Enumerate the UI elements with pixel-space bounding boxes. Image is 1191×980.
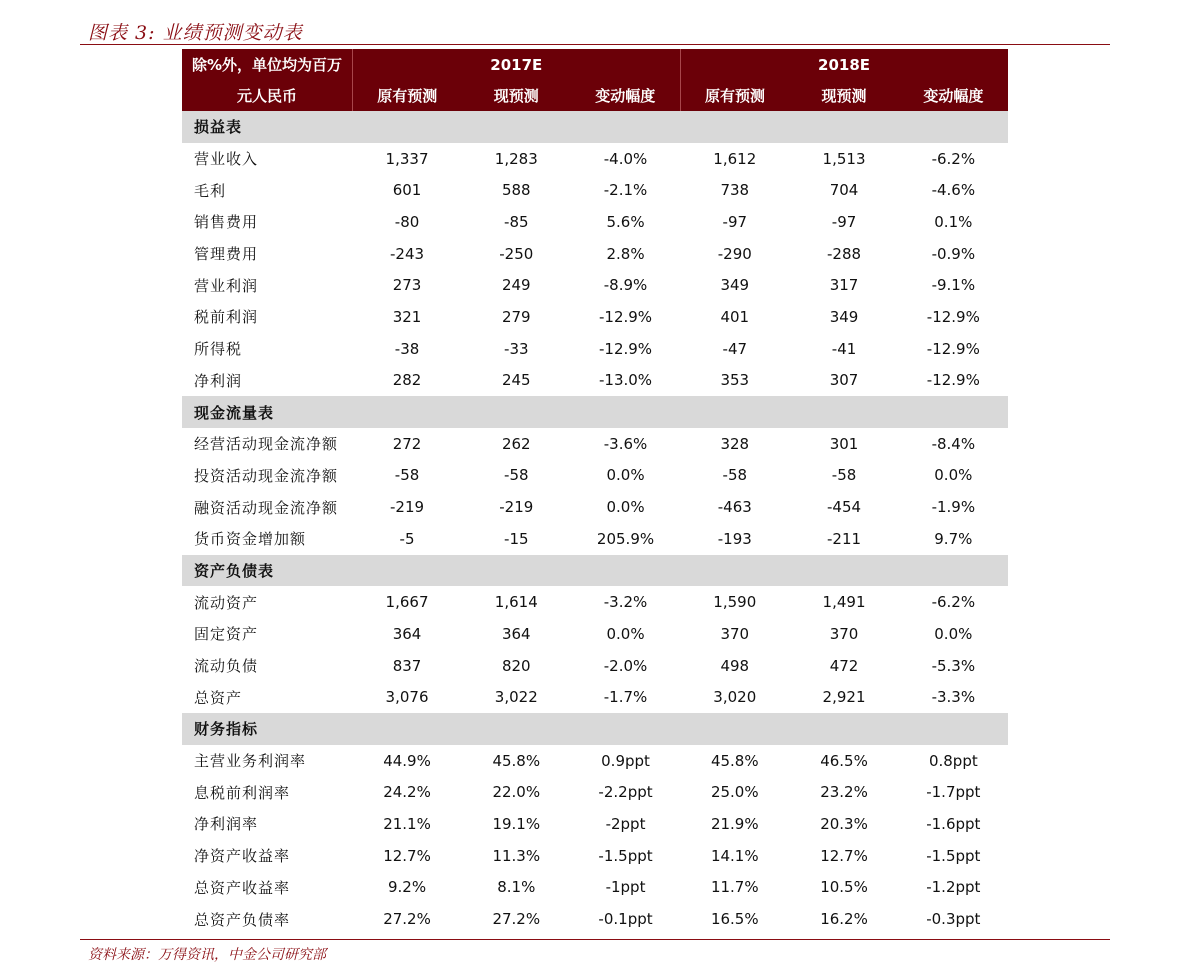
table-cell: 11.3%	[492, 846, 541, 865]
table-cell: 45.8%	[710, 751, 759, 770]
corner-header-line1: 除%外，单位均为百万	[182, 49, 352, 80]
table-row	[182, 269, 1008, 301]
source-note: 资料来源：万得资讯，中金公司研究部	[88, 947, 326, 963]
table-cell: -193	[717, 529, 752, 548]
table-cell: 0.9ppt	[601, 751, 650, 770]
table-cell: -243	[390, 244, 425, 263]
row-label: 销售费用	[194, 213, 259, 232]
table-cell: -288	[827, 244, 862, 263]
row-label: 毛利	[194, 181, 227, 200]
row-label: 融资活动现金流净额	[194, 498, 339, 517]
table-cell: 588	[501, 181, 531, 200]
row-label: 总资产负债率	[194, 910, 291, 929]
table-cell: 45.8%	[492, 751, 541, 770]
table-body	[182, 111, 1008, 935]
table-cell: -1.7%	[603, 688, 648, 707]
row-label: 营业利润	[194, 276, 259, 295]
table-cell: 249	[501, 276, 531, 295]
table-cell: -3.6%	[603, 434, 648, 453]
section-header-row	[182, 555, 1008, 587]
table-cell: 14.1%	[710, 846, 759, 865]
table-cell: 10.5%	[820, 878, 868, 897]
table-cell: 472	[829, 656, 859, 675]
table-cell: -2.0%	[603, 656, 648, 675]
table-cell: -2ppt	[605, 814, 646, 833]
table-cell: 21.1%	[383, 814, 431, 833]
table-cell: -80	[394, 212, 420, 231]
table-cell: 370	[829, 624, 859, 643]
table-cell: 349	[720, 276, 750, 295]
column-header: 原有预测	[680, 80, 789, 111]
section-title: 现金流量表	[182, 396, 1008, 428]
table-cell: 0.0%	[606, 498, 645, 517]
row-label: 货币资金增加额	[194, 530, 307, 549]
table-cell: -1.7ppt	[926, 783, 981, 802]
table-row	[182, 365, 1008, 397]
table-cell: 1,283	[494, 149, 538, 168]
table-cell: -463	[717, 498, 752, 517]
section-header-row	[182, 713, 1008, 745]
table-cell: 5.6%	[606, 212, 645, 231]
table-cell: 1,614	[494, 593, 538, 612]
table-cell: -0.1ppt	[598, 910, 653, 929]
row-label: 投资活动现金流净额	[194, 466, 339, 485]
table-cell: 401	[720, 307, 750, 326]
table-cell: -8.9%	[603, 276, 648, 295]
table-row	[182, 301, 1008, 333]
table-row	[182, 903, 1008, 935]
table-cell: 16.5%	[710, 910, 759, 929]
table-cell: -6.2%	[931, 593, 976, 612]
column-header: 现预测	[789, 80, 898, 111]
bottom-divider	[80, 939, 1110, 940]
row-label: 经营活动现金流净额	[194, 435, 339, 454]
table-cell: -97	[722, 212, 748, 231]
table-cell: 245	[501, 371, 531, 390]
section-title: 资产负债表	[182, 555, 1008, 587]
table-cell: 9.2%	[387, 878, 427, 897]
table-cell: 0.0%	[934, 466, 973, 485]
table-cell: 820	[501, 656, 531, 675]
table-cell: 0.0%	[606, 624, 645, 643]
section-header-row	[182, 111, 1008, 143]
table-cell: 0.0%	[606, 466, 645, 485]
table-cell: 1,590	[713, 593, 757, 612]
table-cell: -211	[827, 529, 862, 548]
table-row	[182, 650, 1008, 682]
table-cell: 301	[829, 434, 859, 453]
table-cell: 262	[501, 434, 531, 453]
table-cell: 16.2%	[820, 910, 868, 929]
header-spacer	[571, 49, 680, 80]
table-cell: 601	[392, 181, 422, 200]
table-cell: -12.9%	[598, 339, 653, 358]
header-row-columns	[182, 80, 1008, 111]
table-cell: 364	[501, 624, 531, 643]
header-row-years	[182, 49, 1008, 80]
table-cell: -1.9%	[931, 498, 976, 517]
table-cell: 27.2%	[492, 910, 541, 929]
table-cell: 27.2%	[383, 910, 431, 929]
table-cell: 19.1%	[492, 814, 541, 833]
table-cell: 44.9%	[383, 751, 431, 770]
table-cell: 273	[392, 276, 422, 295]
row-label: 管理费用	[194, 245, 259, 264]
table-cell: 23.2%	[820, 783, 868, 802]
table-cell: -1.5ppt	[926, 846, 981, 865]
figure-title: 图表 3: 业绩预测变动表	[88, 22, 303, 44]
row-label: 营业收入	[194, 150, 259, 169]
table-cell: 2.8%	[606, 244, 645, 263]
header-spacer	[352, 49, 461, 80]
row-label: 息税前利润率	[194, 783, 291, 802]
table-cell: -250	[499, 244, 534, 263]
table-cell: -47	[722, 339, 748, 358]
row-label: 净资产收益率	[194, 847, 291, 866]
section-header-row	[182, 396, 1008, 428]
table-row	[182, 681, 1008, 713]
table-row	[182, 143, 1008, 175]
table-cell: 3,076	[385, 688, 429, 707]
table-cell: 25.0%	[710, 783, 759, 802]
table-cell: -1ppt	[605, 878, 646, 897]
row-label: 流动负债	[194, 657, 259, 676]
table-cell: -5	[399, 529, 415, 548]
table-cell: -12.9%	[926, 339, 980, 358]
table-row	[182, 238, 1008, 270]
column-header: 变动幅度	[899, 80, 1008, 111]
table-cell: -1.6ppt	[926, 814, 981, 833]
row-label: 总资产收益率	[194, 878, 291, 897]
table-cell: 1,337	[385, 149, 429, 168]
table-cell: -8.4%	[931, 434, 976, 453]
table-cell: 1,491	[822, 593, 866, 612]
table-cell: 738	[720, 181, 750, 200]
row-label: 总资产	[194, 688, 243, 707]
table-cell: -5.3%	[931, 656, 976, 675]
table-cell: 307	[829, 371, 859, 390]
table-cell: -219	[499, 498, 534, 517]
table-cell: 3,022	[494, 688, 538, 707]
table-cell: -12.9%	[926, 371, 980, 390]
table-cell: -58	[394, 466, 420, 485]
header-spacer	[899, 49, 1008, 80]
table-cell: 1,667	[385, 593, 429, 612]
column-header: 变动幅度	[571, 80, 680, 111]
table-cell: 704	[829, 181, 859, 200]
table-cell: 364	[392, 624, 422, 643]
year-header-2018: 2018E	[789, 49, 898, 80]
table-row	[182, 174, 1008, 206]
table-row	[182, 206, 1008, 238]
table-row	[182, 808, 1008, 840]
table-cell: -454	[827, 498, 862, 517]
table-cell: -97	[831, 212, 857, 231]
table-cell: 12.7%	[383, 846, 431, 865]
table-cell: 0.1%	[934, 212, 973, 231]
table-cell: 317	[829, 276, 859, 295]
table-cell: -38	[394, 339, 420, 358]
table-cell: 328	[720, 434, 750, 453]
table-row	[182, 523, 1008, 555]
table-cell: 279	[501, 307, 531, 326]
table-cell: 498	[720, 656, 750, 675]
table-cell: -219	[390, 498, 425, 517]
table-cell: 11.7%	[710, 878, 759, 897]
table-cell: 24.2%	[383, 783, 431, 802]
table-cell: -4.0%	[603, 149, 648, 168]
table-cell: 353	[720, 371, 750, 390]
table-cell: -3.2%	[603, 593, 648, 612]
table-row	[182, 840, 1008, 872]
table-row	[182, 745, 1008, 777]
table-cell: -0.9%	[931, 244, 976, 263]
section-title: 损益表	[182, 111, 1008, 143]
table-cell: -9.1%	[931, 276, 976, 295]
table-cell: -13.0%	[598, 371, 653, 390]
year-header-2017: 2017E	[462, 49, 571, 80]
table-cell: 349	[829, 307, 859, 326]
table-cell: 12.7%	[820, 846, 868, 865]
top-divider	[80, 44, 1110, 45]
table-cell: -0.3ppt	[926, 910, 981, 929]
row-label: 主营业务利润率	[194, 752, 307, 771]
row-label: 流动资产	[194, 593, 259, 612]
table-cell: -12.9%	[926, 307, 980, 326]
table-row	[182, 776, 1008, 808]
table-cell: -15	[504, 529, 529, 548]
table-cell: -33	[504, 339, 529, 358]
corner-header-line2: 元人民币	[182, 80, 352, 111]
table-cell: 9.7%	[934, 529, 973, 548]
table-cell: -41	[831, 339, 857, 358]
table-cell: -1.5ppt	[598, 846, 653, 865]
table-cell: -58	[722, 466, 748, 485]
table-row	[182, 428, 1008, 460]
row-label: 税前利润	[194, 308, 259, 327]
table-row	[182, 872, 1008, 904]
table-cell: -12.9%	[598, 307, 653, 326]
table-row	[182, 586, 1008, 618]
table-cell: -85	[504, 212, 529, 231]
row-label: 净利润	[194, 371, 243, 390]
table-row	[182, 333, 1008, 365]
table-cell: 2,921	[822, 688, 866, 707]
table-cell: 272	[392, 434, 422, 453]
table-cell: -2.1%	[603, 181, 648, 200]
table-cell: -290	[717, 244, 752, 263]
table-cell: 22.0%	[492, 783, 541, 802]
column-header: 原有预测	[352, 80, 461, 111]
table-cell: 8.1%	[497, 878, 536, 897]
table-cell: -4.6%	[931, 181, 976, 200]
table-cell: -1.2ppt	[926, 878, 981, 897]
row-label: 净利润率	[194, 815, 259, 834]
table-cell: 282	[392, 371, 422, 390]
row-label: 固定资产	[194, 625, 259, 644]
table-cell: 1,513	[822, 149, 866, 168]
table-cell: -58	[504, 466, 529, 485]
table-row	[182, 460, 1008, 492]
table-cell: -58	[831, 466, 857, 485]
table-cell: 20.3%	[820, 814, 868, 833]
table-cell: -3.3%	[931, 688, 976, 707]
table-cell: 370	[720, 624, 750, 643]
section-title: 财务指标	[182, 713, 1008, 745]
table-cell: 321	[392, 307, 422, 326]
table-cell: -6.2%	[931, 149, 976, 168]
table-cell: -2.2ppt	[598, 783, 653, 802]
table-cell: 837	[392, 656, 422, 675]
forecast-change-table	[182, 49, 1008, 935]
table-cell: 0.8ppt	[928, 751, 978, 770]
row-label: 所得税	[194, 340, 243, 359]
column-header: 现预测	[462, 80, 571, 111]
header-spacer	[680, 49, 789, 80]
table-row	[182, 618, 1008, 650]
table-cell: 205.9%	[596, 529, 655, 548]
table-cell: 1,612	[713, 149, 757, 168]
table-cell: 21.9%	[710, 814, 759, 833]
table-row	[182, 491, 1008, 523]
table-cell: 3,020	[713, 688, 757, 707]
table-cell: 0.0%	[934, 624, 973, 643]
table-cell: 46.5%	[820, 751, 868, 770]
